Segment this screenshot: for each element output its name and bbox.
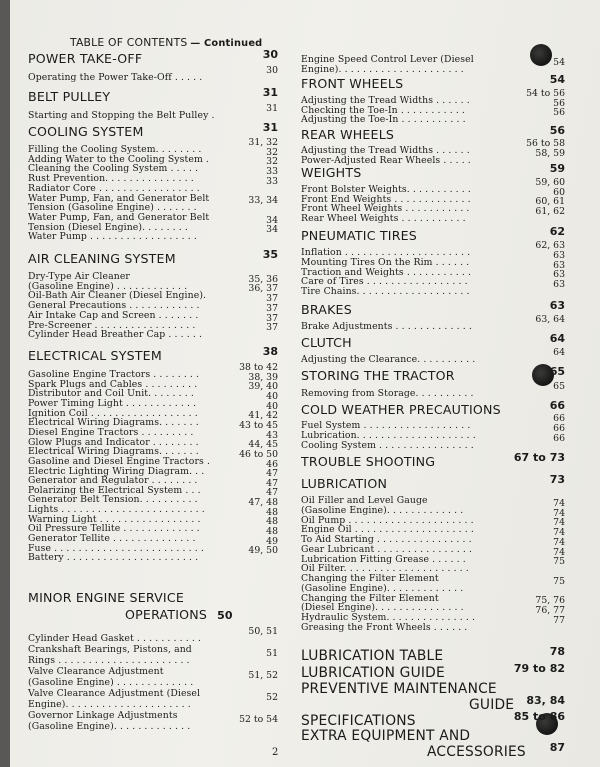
- front-wheels-heading-label: FRONT WHEELS: [301, 76, 404, 91]
- storing-entry-label: Removing from Storage. . . . . . . . . .: [301, 388, 474, 399]
- electrical-entry-label: Distributor and Coil Unit. . . . . . . .: [28, 388, 194, 400]
- final-section-heading-page: 87: [549, 741, 565, 754]
- minor-engine-entry-label: Crankshaft Bearings, Pistons, and: [28, 644, 192, 655]
- trouble-shooting-heading-page: 67 to 73: [513, 451, 565, 464]
- electrical-entry-page: 40: [266, 400, 278, 412]
- final-section-heading-label: LUBRICATION TABLE: [301, 648, 444, 664]
- electrical-entry-page: 44, 45: [248, 439, 278, 451]
- document-page: [10, 0, 600, 767]
- pneumatic-tires-entry-page: 63: [553, 279, 565, 291]
- lubrication-entry-label: To Aid Starting . . . . . . . . . . . . . . . .: [301, 534, 472, 545]
- minor-engine-entry-label: (Gasoline Engine) . . . . . . . . . . . . .: [28, 677, 194, 688]
- electrical-entry-page: 49, 50: [248, 545, 278, 557]
- cooling-entry-page: 33: [266, 175, 278, 187]
- minor-engine-entry-label: Governor Linkage Adjustments: [28, 710, 178, 721]
- cold-weather-heading-label: COLD WEATHER PRECAUTIONS: [301, 402, 501, 417]
- pneumatic-tires-entry: [301, 279, 565, 298]
- lubrication-entry-page: 75, 76: [535, 595, 565, 607]
- front-wheels-entry-label: Adjusting the Tread Widths . . . . . .: [301, 95, 470, 106]
- minor-engine-heading-2-page: 50: [217, 609, 233, 622]
- electrical-entry-page: 47: [266, 468, 278, 480]
- brakes-heading-page: 63: [549, 299, 565, 312]
- minor-engine-entry-page: 51, 52: [248, 670, 278, 681]
- electrical-entry-label: Diesel Engine Tractors . . . . . . . . .: [28, 426, 194, 438]
- trouble-shooting-heading: [301, 451, 565, 470]
- lubrication-entry-page: 74: [553, 527, 565, 538]
- minor-engine-heading-2: [125, 604, 233, 623]
- electrical-entry-label: Electrical Wiring Diagrams. . . . . . .: [28, 446, 199, 458]
- cooling-entry-label: Cleaning the Cooling System . . . . .: [28, 163, 199, 175]
- lubrication-entry-page: 74: [553, 517, 565, 529]
- lubrication-entry-label: Lubrication Fitting Grease . . . . . .: [301, 553, 466, 565]
- cooling-entry-label: Water Pump, Fan, and Generator Belt: [28, 211, 210, 223]
- front-wheels-entry-page: 54 to 56: [526, 88, 565, 99]
- electrical-entry-page: 47: [266, 487, 278, 499]
- rear-wheels-heading-label: REAR WHEELS: [301, 127, 395, 142]
- electrical-entry-label: Gasoline and Diesel Engine Tractors .: [28, 455, 210, 467]
- cold-weather-heading-page: 66: [549, 399, 565, 412]
- minor-engine-entry-page: 50, 51: [248, 626, 278, 637]
- brakes-entry: [301, 314, 565, 333]
- clutch-entry-page: 64: [553, 347, 565, 358]
- final-section-heading-page: 85 to 86: [513, 710, 565, 723]
- rear-wheels-entry-label: Adjusting the Tread Widths . . . . . .: [301, 145, 470, 156]
- air-cleaning-entry-page: 35, 36: [248, 273, 278, 285]
- pneumatic-tires-entry-page: 62, 63: [535, 240, 565, 251]
- final-section-heading-label: SPECIFICATIONS: [301, 713, 416, 729]
- final-section-heading-label: PREVENTIVE MAINTENANCE: [301, 681, 497, 697]
- lubrication-heading-page: 73: [549, 473, 565, 486]
- electrical-entry-page: 47, 48: [248, 497, 278, 509]
- weights-entry-page: 59, 60: [535, 177, 565, 188]
- minor-engine-entry-label: (Gasoline Engine). . . . . . . . . . . . .: [28, 721, 191, 732]
- air-cleaning-entry-page: 37: [266, 312, 278, 324]
- air-cleaning-entry-label: (Gasoline Engine) . . . . . . . . . . . .: [28, 280, 188, 292]
- electrical-entry-label: Generator Tellite . . . . . . . . . . . . . .: [28, 533, 196, 545]
- lubrication-entry-label: Engine Oil . . . . . . . . . . . . . . . . . . . .: [301, 524, 474, 536]
- electrical-entry-page: 41, 42: [248, 410, 278, 422]
- lubrication-entry-label: Oil Pump . . . . . . . . . . . . . . . . . . . . .: [301, 514, 474, 526]
- final-section-heading: [427, 741, 565, 760]
- final-section-heading-label: ACCESSORIES: [427, 744, 526, 760]
- air-cleaning-entry-label: Pre-Screener . . . . . . . . . . . . . . . . .: [28, 319, 196, 331]
- final-section-heading-page: 83, 84: [526, 694, 565, 707]
- final-section-heading-label: GUIDE: [469, 697, 515, 713]
- storing-entry-page: 65: [553, 381, 565, 392]
- air-cleaning-entry-label: Cylinder Head Breather Cap . . . . . .: [28, 329, 203, 341]
- lubrication-entry-page: 74: [553, 536, 565, 548]
- brakes-entry-page: 63, 64: [535, 314, 565, 325]
- pneumatic-tires-entry-page: 63: [553, 249, 565, 261]
- cooling-entry-page: 33, 34: [248, 195, 278, 207]
- air-cleaning-entry-page: 37: [266, 322, 278, 334]
- cooling-entry-page: 32: [266, 146, 278, 158]
- page-number: 2: [272, 747, 279, 758]
- cooling-entry-page: 33: [266, 166, 278, 178]
- cooling-entry-page: 32: [266, 156, 278, 168]
- lubrication-entry-label: Oil Filter. . . . . . . . . . . . . . . . . . . . .: [301, 563, 469, 575]
- cooling-entry-label: Tension (Gasoline Engine) . . . . . . .: [28, 202, 197, 214]
- cooling-heading-page: 31: [262, 121, 278, 134]
- lubrication-entry-label: Changing the Filter Element: [301, 573, 439, 584]
- cooling-entry-page: 34: [266, 224, 278, 236]
- electrical-entry-label: Warning Light . . . . . . . . . . . . . . . . .: [28, 513, 201, 525]
- pto-heading-page: 30: [262, 48, 278, 61]
- cold-weather-entry-label: Fuel System . . . . . . . . . . . . . . . . . .: [301, 420, 471, 431]
- storing-heading-label: STORING THE TRACTOR: [301, 368, 455, 383]
- front-wheels-entry-page: 56: [553, 107, 565, 119]
- cooling-entry-page: 31, 32: [248, 137, 278, 148]
- cooling-entry-label: Water Pump . . . . . . . . . . . . . . . . . .: [28, 231, 197, 243]
- rear-wheels-entry-page: 58, 59: [535, 147, 565, 159]
- lubrication-entry-page: 74: [553, 546, 565, 558]
- cooling-heading-label: COOLING SYSTEM: [28, 124, 144, 139]
- pneumatic-tires-heading-label: PNEUMATIC TIRES: [301, 228, 418, 243]
- weights-entry-label: Front End Weights . . . . . . . . . . . . .: [301, 193, 471, 205]
- pneumatic-tires-entry-page: 63: [553, 269, 565, 281]
- minor-engine-entry-label: Valve Clearance Adjustment: [28, 666, 164, 677]
- weights-entry: [301, 206, 565, 225]
- brakes-heading-label: BRAKES: [301, 302, 352, 317]
- lubrication-entry-page: 75: [553, 556, 565, 568]
- pto-entry-label: Operating the Power Take-Off . . . . .: [28, 72, 203, 83]
- air-cleaning-entry-page: 37: [266, 293, 278, 305]
- belt-pulley-entry-page: 31: [266, 103, 278, 114]
- lubrication-entry-label: (Gasoline Engine). . . . . . . . . . . . .: [301, 504, 464, 516]
- electrical-entry-page: 38 to 42: [239, 362, 278, 373]
- electrical-entry-label: Glow Plugs and Indicator . . . . . . . .: [28, 436, 199, 448]
- carry-entry-page: 54: [553, 57, 565, 68]
- rear-wheels-entry-page: 56 to 58: [526, 138, 565, 149]
- electrical-entry-page: 47: [266, 477, 278, 489]
- lubrication-entry: [301, 615, 565, 634]
- electrical-entry-label: Electric Lighting Wiring Diagram. . .: [28, 465, 205, 477]
- minor-engine-heading-2-label: OPERATIONS: [125, 607, 208, 622]
- electrical-entry-page: 48: [266, 516, 278, 528]
- lubrication-entry-page: 75: [553, 575, 565, 587]
- pto-entry: [28, 65, 278, 84]
- pneumatic-tires-entry-page: 63: [553, 259, 565, 271]
- final-section-heading-page: 78: [549, 645, 565, 658]
- lubrication-entry-page: 74: [553, 507, 565, 519]
- electrical-entry-page: 43 to 45: [239, 419, 278, 431]
- minor-engine-entry-page: 51: [266, 648, 278, 659]
- weights-entry-label: Rear Wheel Weights . . . . . . . . . . .: [301, 213, 466, 225]
- clutch-heading-label: CLUTCH: [301, 335, 352, 350]
- front-wheels-entry-label: Checking the Toe-In . . . . . . . . . . .: [301, 104, 465, 116]
- minor-engine-entry: [28, 714, 278, 733]
- cooling-entry: [28, 221, 278, 243]
- weights-heading-page: 59: [549, 162, 565, 175]
- electrical-entry-page: 49: [266, 535, 278, 547]
- lubrication-entry-label: Greasing the Front Wheels . . . . . .: [301, 621, 468, 633]
- toc-intro-suffix: — Continued: [190, 38, 263, 49]
- electrical-entry-page: 38, 39: [248, 371, 278, 383]
- rear-wheels-entry-label: Power-Adjusted Rear Wheels . . . . .: [301, 154, 471, 166]
- cooling-entry-label: Rust Prevention. . . . . . . . . . . . . . .: [28, 173, 194, 185]
- minor-engine-heading-label: MINOR ENGINE SERVICE: [28, 590, 184, 605]
- cold-weather-entry-label: Lubrication. . . . . . . . . . . . . . . . . . . .: [301, 429, 476, 441]
- electrical-entry-label: Lights . . . . . . . . . . . . . . . . . . . . . . . .: [28, 504, 205, 516]
- minor-engine-entry-label: Valve Clearance Adjustment (Diesel: [28, 688, 201, 699]
- storing-heading-page: 65: [549, 365, 565, 378]
- cooling-entry-label: Filling the Cooling System. . . . . . . .: [28, 144, 202, 155]
- clutch-entry: [301, 347, 565, 366]
- electrical-entry-label: Ignition Coil . . . . . . . . . . . . . . . . . .: [28, 407, 198, 419]
- brakes-entry-label: Brake Adjustments . . . . . . . . . . . . .: [301, 321, 472, 332]
- minor-engine-entry-page: 52 to 54: [239, 714, 278, 725]
- pneumatic-tires-entry-label: Care of Tires . . . . . . . . . . . . . . . . .: [301, 276, 468, 288]
- electrical-heading-page: 38: [262, 345, 278, 358]
- weights-entry-page: 60: [553, 186, 565, 198]
- electrical-entry-label: Generator and Regulator . . . . . . . .: [28, 475, 198, 487]
- lubrication-entry-label: Hydraulic System. . . . . . . . . . . . . . .: [301, 612, 476, 623]
- cooling-entry-label: Radiator Core . . . . . . . . . . . . . . . . .: [28, 182, 200, 194]
- air-cleaning-heading-page: 35: [262, 248, 278, 261]
- air-cleaning-entry-label: Air Intake Cap and Screen . . . . . . .: [28, 309, 199, 321]
- electrical-entry-label: Spark Plugs and Cables . . . . . . . . .: [28, 378, 198, 390]
- air-cleaning-heading-label: AIR CLEANING SYSTEM: [28, 251, 176, 266]
- cold-weather-entry-page: 66: [553, 413, 565, 424]
- cold-weather-entry-page: 66: [553, 422, 565, 434]
- weights-entry-page: 60, 61: [535, 196, 565, 208]
- air-cleaning-entry-label: Dry-Type Air Cleaner: [28, 271, 130, 282]
- electrical-entry-page: 40: [266, 390, 278, 402]
- lubrication-entry-label: Changing the Filter Element: [301, 592, 439, 604]
- lubrication-heading-label: LUBRICATION: [301, 476, 388, 491]
- lubrication-entry-page: 74: [553, 497, 565, 509]
- clutch-entry-label: Adjusting the Clearance. . . . . . . . . .: [301, 354, 476, 365]
- clutch-heading-page: 64: [549, 332, 565, 345]
- trouble-shooting-heading-label: TROUBLE SHOOTING: [301, 454, 436, 469]
- pneumatic-tires-entry-label: Mounting Tires On the Rim . . . . . .: [301, 256, 470, 268]
- electrical-entry-label: Battery . . . . . . . . . . . . . . . . . . . . . .: [28, 552, 199, 564]
- weights-entry-label: Front Bolster Weights. . . . . . . . . . .: [301, 184, 471, 195]
- pto-heading-label: POWER TAKE-OFF: [28, 51, 143, 66]
- carry-entry-label: Engine Speed Control Lever (Diesel: [301, 54, 474, 65]
- belt-pulley-heading-page: 31: [262, 86, 278, 99]
- electrical-entry-label: Power Timing Light . . . . . . . . . . . .: [28, 397, 197, 409]
- electrical-entry-label: Gasoline Engine Tractors . . . . . . . .: [28, 369, 200, 380]
- pto-entry-page: 30: [266, 65, 278, 76]
- electrical-entry-label: Generator Belt Tension. . . . . . . . . .: [28, 494, 198, 506]
- cold-weather-entry: [301, 433, 565, 452]
- lubrication-entry-label: (Diesel Engine). . . . . . . . . . . . . . .: [301, 602, 464, 614]
- cooling-entry-label: Adding Water to the Cooling System .: [28, 153, 209, 165]
- front-wheels-entry-page: 56: [553, 97, 565, 109]
- final-section-heading-label: EXTRA EQUIPMENT AND: [301, 728, 471, 744]
- front-wheels-heading-page: 54: [549, 73, 565, 86]
- electrical-entry-page: 39, 40: [248, 381, 278, 393]
- minor-engine-entry-label: Rings . . . . . . . . . . . . . . . . . . . . . .: [28, 655, 190, 666]
- lubrication-entry-page: 77: [553, 614, 565, 626]
- lubrication-entry-label: (Gasoline Engine). . . . . . . . . . . . .: [301, 582, 464, 594]
- lubrication-entry-label: Oil Filler and Level Gauge: [301, 495, 428, 506]
- pneumatic-tires-entry-label: Tire Chains. . . . . . . . . . . . . . . . . . .: [301, 286, 470, 298]
- pneumatic-tires-entry-label: Inflation . . . . . . . . . . . . . . . . . . . . .: [301, 247, 471, 258]
- lubrication-entry-label: Gear Lubricant . . . . . . . . . . . . . . . .: [301, 543, 473, 555]
- minor-engine-entry-page: 52: [266, 692, 278, 703]
- electrical-entry-label: Polarizing the Electrical System . . .: [28, 484, 201, 496]
- storing-entry: [301, 381, 565, 400]
- front-wheels-entry-label: Adjusting the Toe-In . . . . . . . . . . .: [301, 114, 466, 126]
- air-cleaning-entry-label: Oil-Bath Air Cleaner (Diesel Engine).: [28, 290, 207, 302]
- minor-engine-entry-label: Engine). . . . . . . . . . . . . . . . . . . . .: [28, 699, 191, 710]
- final-section-heading-page: 79 to 82: [513, 662, 565, 675]
- electrical-entry: [28, 542, 278, 564]
- pneumatic-tires-heading-page: 62: [549, 225, 565, 238]
- electrical-entry-page: 48: [266, 506, 278, 518]
- cold-weather-entry-label: Cooling System . . . . . . . . . . . . . . . .: [301, 439, 474, 451]
- final-section-heading-label: LUBRICATION GUIDE: [301, 665, 445, 681]
- air-cleaning-entry-label: General Precautions . . . . . . . . . . . .: [28, 300, 200, 312]
- cooling-entry-page: 34: [266, 214, 278, 226]
- electrical-entry-page: 46 to 50: [239, 448, 278, 460]
- electrical-entry-page: 46: [266, 458, 278, 470]
- minor-engine-entry-label: Cylinder Head Gasket . . . . . . . . . . .: [28, 633, 202, 644]
- air-cleaning-entry-page: 36, 37: [248, 283, 278, 295]
- rear-wheels-heading-page: 56: [549, 124, 565, 137]
- electrical-entry-label: Oil Pressure Tellite . . . . . . . . . . . . .: [28, 523, 200, 535]
- weights-entry-label: Front Wheel Weights . . . . . . . . . . .: [301, 203, 470, 215]
- carry-entry-label: Engine). . . . . . . . . . . . . . . . . . . . .: [301, 64, 464, 75]
- belt-pulley-entry: [28, 103, 278, 122]
- electrical-entry-page: 43: [266, 429, 278, 441]
- electrical-heading-label: ELECTRICAL SYSTEM: [28, 348, 162, 363]
- cold-weather-entry-page: 66: [553, 432, 565, 444]
- electrical-entry-label: Electrical Wiring Diagrams. . . . . . .: [28, 417, 199, 429]
- cooling-entry-label: Tension (Diesel Engine). . . . . . . .: [28, 221, 188, 233]
- weights-entry-page: 61, 62: [535, 206, 565, 218]
- lubrication-entry-page: 76, 77: [535, 605, 565, 616]
- belt-pulley-entry-label: Starting and Stopping the Belt Pulley .: [28, 110, 215, 121]
- belt-pulley-heading-label: BELT PULLEY: [28, 89, 111, 104]
- electrical-entry-label: Fuse . . . . . . . . . . . . . . . . . . . . . . . . .: [28, 542, 204, 554]
- toc-intro-title: TABLE OF CONTENTS: [70, 36, 188, 49]
- electrical-entry-page: 48: [266, 526, 278, 538]
- weights-heading-label: WEIGHTS: [301, 165, 362, 180]
- pneumatic-tires-entry-label: Traction and Weights . . . . . . . . . . .: [301, 266, 472, 278]
- cooling-entry-label: Water Pump, Fan, and Generator Belt: [28, 192, 210, 204]
- air-cleaning-entry-page: 37: [266, 302, 278, 314]
- air-cleaning-entry: [28, 319, 278, 341]
